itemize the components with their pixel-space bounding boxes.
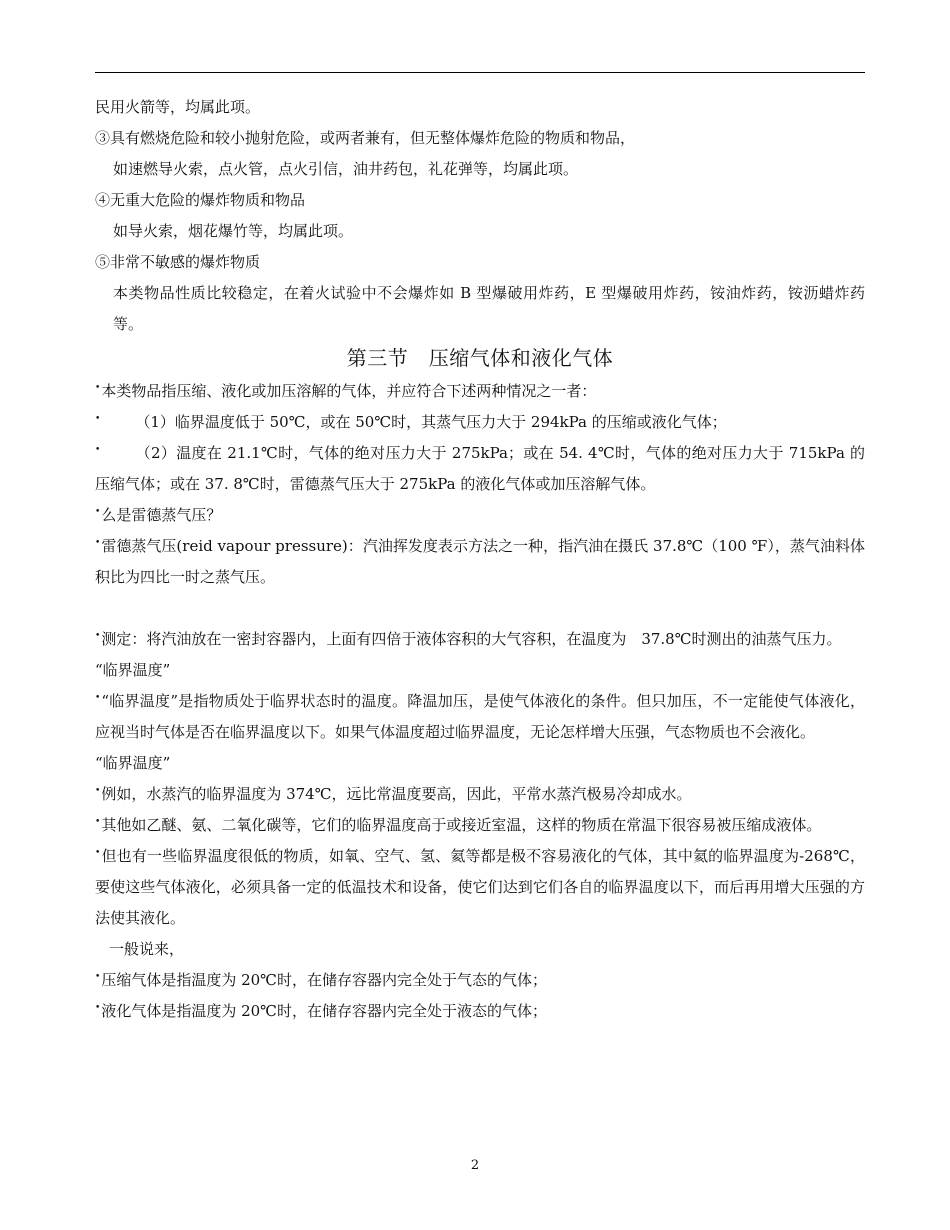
bullet-mark: •	[95, 631, 101, 641]
bullet-item	[95, 779, 865, 810]
header-rule	[95, 72, 865, 73]
bullet-item	[95, 376, 865, 407]
page-number: 2	[470, 1158, 480, 1173]
bullet-text: 例如，水蒸汽的临界温度为 374℃，远比常温度要高，因此，平常水蒸汽极易冷却成水。	[101, 785, 692, 803]
text-line: 如速燃导火索，点火管，点火引信，油井药包，礼花弹等，均属此项。	[113, 160, 579, 178]
bullet-mark: •	[95, 693, 101, 703]
bullet-text: 其他如乙醚、氨、二氧化碳等，它们的临界温度高于或接近室温，这样的物质在常温下很容易被压缩成液体。	[101, 816, 822, 834]
text-line: ⑤非常不敏感的爆炸物质	[95, 253, 261, 271]
bullet-text: 雷德蒸气压(reid vapour pressure)：汽油挥发度表示方法之一种，指汽油在摄氏 37.8℃（100 ℉），蒸气油料体积比为四比一时之蒸气压。	[95, 537, 865, 586]
bullet-mark: •	[95, 507, 101, 517]
bullet-item	[95, 624, 865, 655]
bullet-text: 液化气体是指温度为 20℃时，在储存容器内完全处于液态的气体；	[101, 1002, 547, 1020]
bullet-item	[95, 500, 865, 531]
bullet-item	[95, 686, 865, 748]
bullet-text: 压缩气体是指温度为 20℃时，在储存容器内完全处于气态的气体；	[101, 971, 547, 989]
bullet-item	[95, 438, 865, 500]
text-line: 一般说来，	[109, 940, 185, 958]
text-line: 如导火索，烟花爆竹等，均属此项。	[113, 222, 354, 240]
bullet-mark: •	[95, 414, 101, 424]
bullet-mark: •	[95, 972, 101, 982]
bullet-mark: •	[95, 1003, 101, 1013]
bullet-item	[95, 407, 865, 438]
bullet-item	[95, 810, 865, 841]
subheading: “临界温度”	[95, 661, 171, 679]
bullet-text: “临界温度”是指物质处于临界状态时的温度。降温加压，是使气体液化的条件。但只加压，不一定能使气体液化，应视当时气体是否在临界温度以下。如果气体温度超过临界温度，无论怎样增大压强，气态物质也不会液化。	[95, 692, 865, 741]
bullet-mark: •	[95, 817, 101, 827]
page-body	[95, 92, 865, 1027]
text-line: 民用火箭等，均属此项。	[95, 98, 261, 116]
bullet-text: 测定：将汽油放在一密封容器内，上面有四倍于液体容积的大气容积，在温度为 37.8℃时测出的油蒸气压力。	[101, 630, 842, 648]
bullet-item	[95, 531, 865, 593]
bullet-mark: •	[95, 445, 101, 455]
text-line: ③具有燃烧危险和较小抛射危险，或两者兼有，但无整体爆炸危险的物质和物品，	[95, 129, 636, 147]
blank-line	[95, 593, 865, 624]
bullet-mark: •	[95, 786, 101, 796]
bullet-text: 么是雷德蒸气压？	[101, 506, 222, 524]
bullet-item	[95, 965, 865, 996]
bullet-text: （1）临界温度低于 50℃，或在 50℃时，其蒸气压力大于 294kPa 的压缩或液化气体；	[135, 413, 727, 431]
text-line: ④无重大危险的爆炸物质和物品	[95, 191, 306, 209]
text-paragraph: 本类物品性质比较稳定，在着火试验中不会爆炸如 B 型爆破用炸药，E 型爆破用炸药，铵油炸药，铵沥蜡炸药等。	[113, 284, 865, 333]
bullet-text: （2）温度在 21.1℃时，气体的绝对压力大于 275kPa；或在 54. 4℃时，气体的绝对压力大于 715kPa 的压缩气体；或在 37. 8℃时，雷德蒸气压大于 275kPa 的液化气体或加压溶解气体。	[95, 444, 865, 493]
bullet-mark: •	[95, 538, 101, 548]
section-title: 第三节 压缩气体和液化气体	[346, 346, 614, 370]
bullet-text: 本类物品指压缩、液化或加压溶解的气体，并应符合下述两种情况之一者：	[101, 382, 597, 400]
bullet-mark: •	[95, 848, 101, 858]
bullet-item	[95, 841, 865, 934]
subheading: “临界温度”	[95, 754, 171, 772]
bullet-text: 但也有一些临界温度很低的物质，如氧、空气、氢、氦等都是极不容易液化的气体，其中氦的临界温度为-268℃，要使这些气体液化，必须具备一定的低温技术和设备，使它们达到它们各自的临界温度以下，而后再用增大压强的方法使其液化。	[95, 847, 865, 927]
bullet-mark: •	[95, 383, 101, 393]
bullet-item	[95, 996, 865, 1027]
